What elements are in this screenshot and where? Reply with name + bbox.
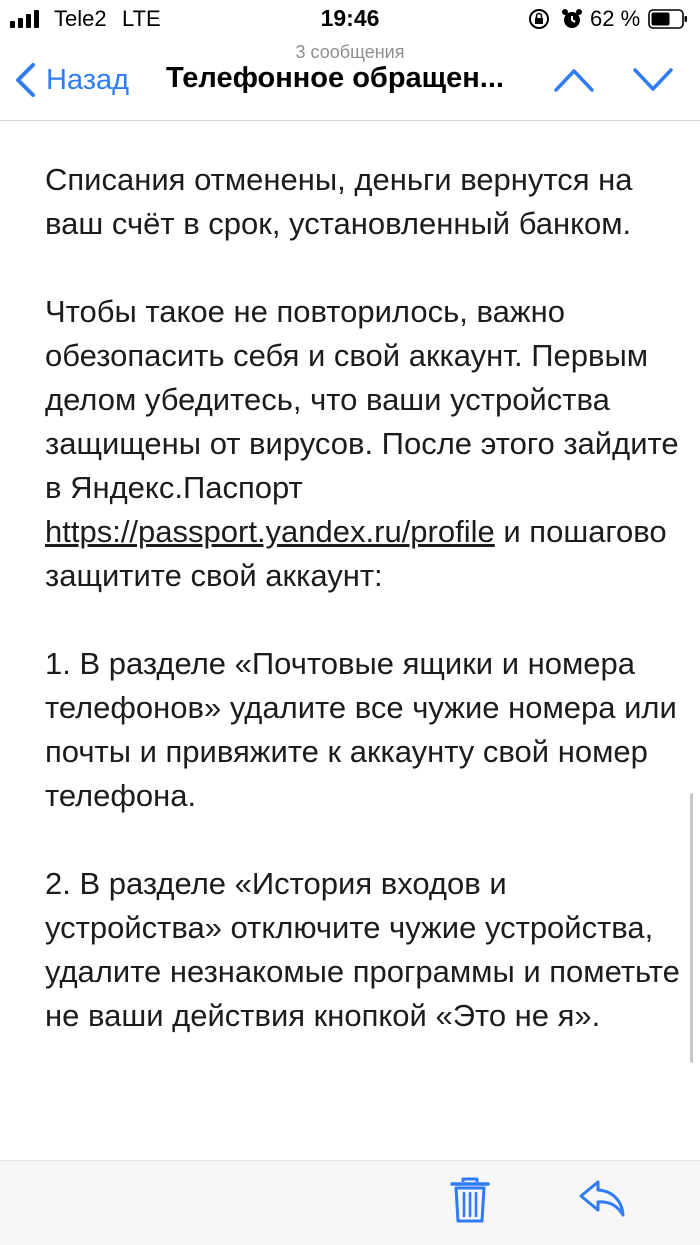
paragraph-step-2: 2. В разделе «История входов и устройства» отключите чужие устройства, удалите незнакомые программы и пометьте не ваши действия кнопкой «Это не я». bbox=[45, 866, 680, 1033]
thread-title: Телефонное обращен... bbox=[166, 62, 504, 94]
alarm-icon bbox=[560, 7, 584, 31]
back-button[interactable] bbox=[14, 60, 129, 100]
previous-message-button[interactable] bbox=[553, 66, 595, 94]
network-type: LTE bbox=[122, 6, 161, 31]
rotation-lock-icon bbox=[528, 8, 550, 30]
header-divider bbox=[0, 120, 700, 121]
message-body bbox=[45, 158, 685, 1082]
battery-icon bbox=[648, 9, 688, 29]
status-bar bbox=[0, 0, 700, 38]
battery-percent: 62 % bbox=[590, 6, 641, 31]
next-message-button[interactable] bbox=[632, 66, 674, 94]
paragraph-text: Чтобы такое не повторилось, важно обезопасить себя и свой аккаунт. Первым делом убедитесь, что ваши устройства защищены от вирусов. После этого зайдите в Яндекс.Паспорт bbox=[45, 294, 679, 505]
paragraph-step-1: 1. В разделе «Почтовые ящики и номера телефонов» удалите все чужие номера или почты и привяжите к аккаунту свой номер телефона. bbox=[45, 646, 677, 813]
carrier-name: Tele2 bbox=[54, 6, 107, 31]
status-time: 19:46 bbox=[320, 5, 380, 31]
scroll-indicator[interactable] bbox=[690, 793, 693, 1063]
back-button-label: Назад bbox=[46, 63, 130, 96]
paragraph-secure-account bbox=[45, 290, 685, 598]
bottom-toolbar bbox=[0, 1160, 700, 1245]
paragraph-refund: Списания отменены, деньги вернутся на ваш счёт в срок, установленный банком. bbox=[45, 162, 633, 241]
message-count: 3 сообщения bbox=[295, 42, 405, 62]
reply-icon[interactable] bbox=[578, 1179, 626, 1219]
chevron-left-icon bbox=[14, 62, 36, 98]
passport-link[interactable]: https://passport.yandex.ru/profile bbox=[45, 514, 495, 549]
trash-icon[interactable] bbox=[450, 1176, 490, 1224]
paragraph-text: и пошагово защитите свой аккаунт: bbox=[45, 514, 667, 593]
